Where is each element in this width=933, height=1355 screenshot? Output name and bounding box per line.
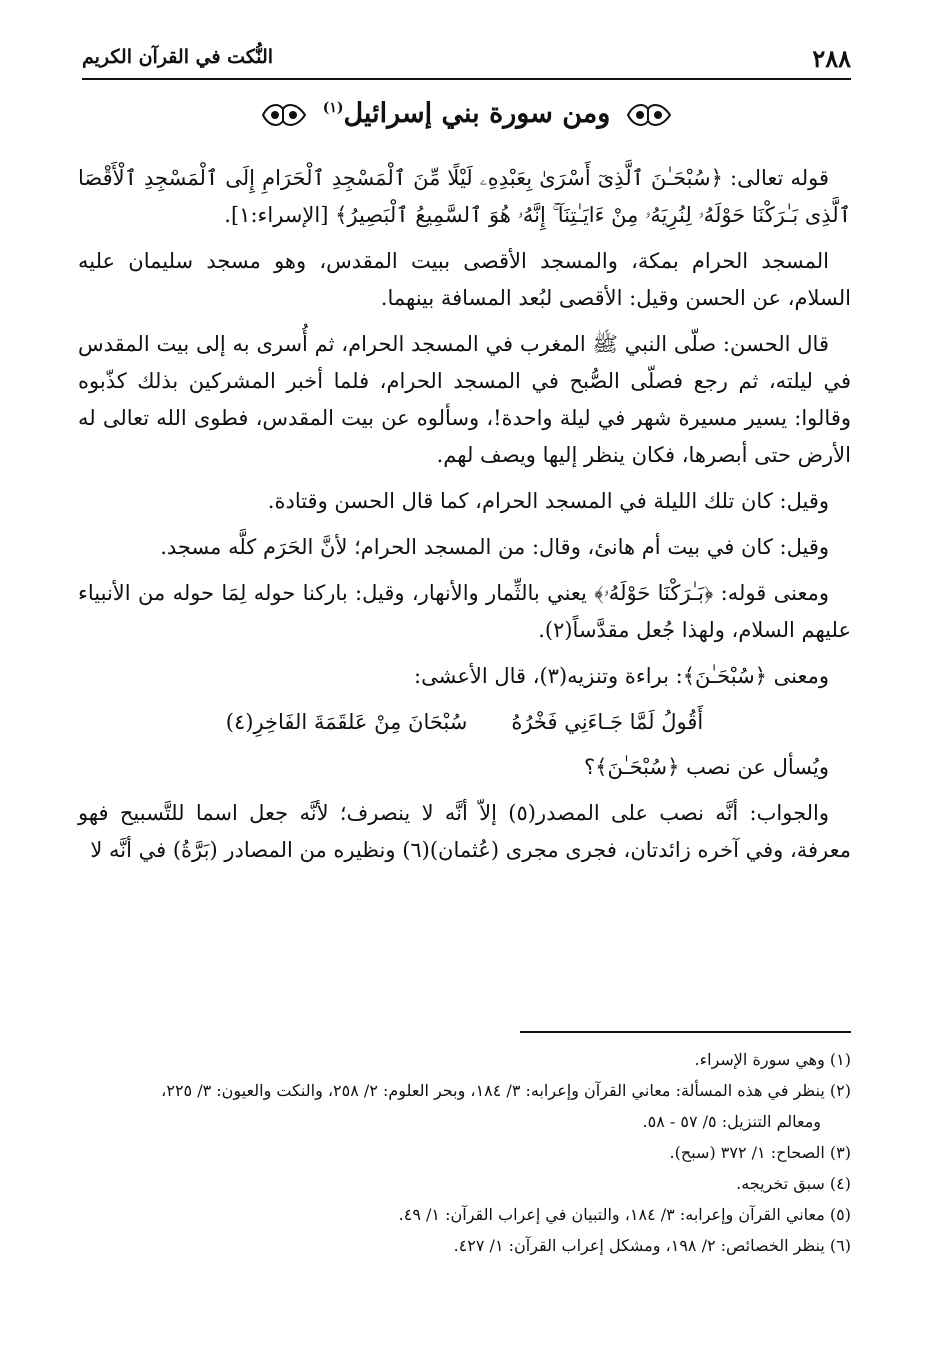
ornate-bracket-icon (261, 101, 307, 129)
paragraph: ويُسأل عن نصب ﴿سُبْحَـٰنَ﴾؟ (584, 755, 829, 779)
header-rule (82, 78, 851, 80)
chapter-footnote-marker: (١) (322, 100, 344, 116)
footnotes (82, 1044, 851, 1261)
chapter-heading (0, 98, 933, 129)
paragraph: قوله تعالى: ﴿سُبْحَـٰنَ ٱلَّذِىٓ أَسْرَىٰ بِعَبْدِهِۦ لَيْلًا مِّنَ ٱلْمَسْجِدِ ٱلْحَرَامِ إِلَى ٱلْمَسْجِدِ ٱلْأَقْصَا ٱلَّذِى بَـٰرَكْنَا حَوْلَهُۥ لِنُرِيَهُۥ مِنْ ءَايَـٰتِنَآ ۚ إِنَّهُۥ هُوَ ٱلسَّمِيعُ ٱلْبَصِيرُ﴾ [الإسراء:١]. (78, 166, 851, 227)
footnote: (١) وهي سورة الإسراء. (694, 1050, 851, 1069)
chapter-title: ومن سورة بني إسرائيل (343, 98, 611, 129)
page-number: ٢٨٨ (812, 44, 851, 73)
book-title: النُّكت في القرآن الكريم (82, 46, 274, 68)
poetry-verse (78, 704, 851, 741)
paragraph: وقيل: كان في بيت أم هانئ، وقال: من المسجد الحرام؛ لأنَّ الحَرَم كلَّه مسجد. (160, 535, 829, 559)
footnote: (٥) معاني القرآن وإعرابه: ٣/ ١٨٤، والتبيان في إعراب القرآن: ١/ ٤٩. (398, 1205, 851, 1224)
footnote: (٤) سبق تخريجه. (736, 1174, 851, 1193)
verse-hemistich-first: أَقُولُ لَمَّا جَـاءَنِي فَخْرُهُ (511, 710, 704, 734)
footnote: (٣) الصحاح: ١/ ٣٧٢ (سبح). (669, 1143, 851, 1162)
body-text (78, 160, 851, 878)
footnote: (٦) ينظر الخصائص: ٢/ ١٩٨، ومشكل إعراب القرآن: ١/ ٤٢٧. (453, 1236, 851, 1255)
ornate-bracket-icon (626, 101, 672, 129)
paragraph: ومعنى قوله: ﴿بَـٰرَكْنَا حَوْلَهُۥ﴾ يعني بالثِّمار والأنهار، وقيل: باركنا حوله لِمَا حوله من الأنبياء عليهم السلام، ولهذا جُعل مقدَّساً(٢). (78, 581, 851, 642)
paragraph: المسجد الحرام بمكة، والمسجد الأقصى ببيت المقدس، وهو مسجد سليمان عليه السلام، عن الحسن وقيل: الأقصى لبُعد المسافة بينهما. (78, 249, 851, 310)
paragraph: وقيل: كان تلك الليلة في المسجد الحرام، كما قال الحسن وقتادة. (267, 489, 829, 513)
paragraph: ومعنى ﴿سُبْحَـٰنَ﴾: براءة وتنزيه(٣)، قال الأعشى: (414, 664, 829, 688)
verse-hemistich-second: سُبْحَانَ مِنْ عَلقَمَةَ الفَاخِرِ(٤) (225, 710, 468, 734)
paragraph: والجواب: أنَّه نصب على المصدر(٥) إلاّ أنَّه لا ينصرف؛ لأنَّه جعل اسما للتَّسبيح فهو معرفة، وفي آخره زائدتان، فجرى مجرى (عُثمان)(٦) ونظيره من المصادر (بَرَّةُ) في أنَّه لا (78, 801, 851, 862)
footnote: (٢) ينظر في هذه المسألة: معاني القرآن وإعرابه: ٣/ ١٨٤، وبحر العلوم: ٢/ ٢٥٨، والنكت والعيون: ٣/ ٢٢٥، (161, 1081, 851, 1100)
paragraph: قال الحسن: صلّى النبي ﷺ المغرب في المسجد الحرام، ثم أُسرى به إلى بيت المقدس في ليلته، ثم رجع فصلّى الصُّبح في المسجد الحرام، فلما أخبر المشركين بذلك كذّبوه وقالوا: يسير مسيرة شهر في ليلة واحدة!، وسألوه عن بيت المقدس، فطوى الله تعالى له الأرض حتى أبصرها، فكان ينظر إليها ويصف لهم. (78, 332, 851, 467)
footnote-separator (520, 1031, 851, 1033)
running-header (82, 40, 851, 80)
footnote-continuation: ومعالم التنزيل: ٥/ ٥٧ - ٥٨. (642, 1112, 821, 1131)
